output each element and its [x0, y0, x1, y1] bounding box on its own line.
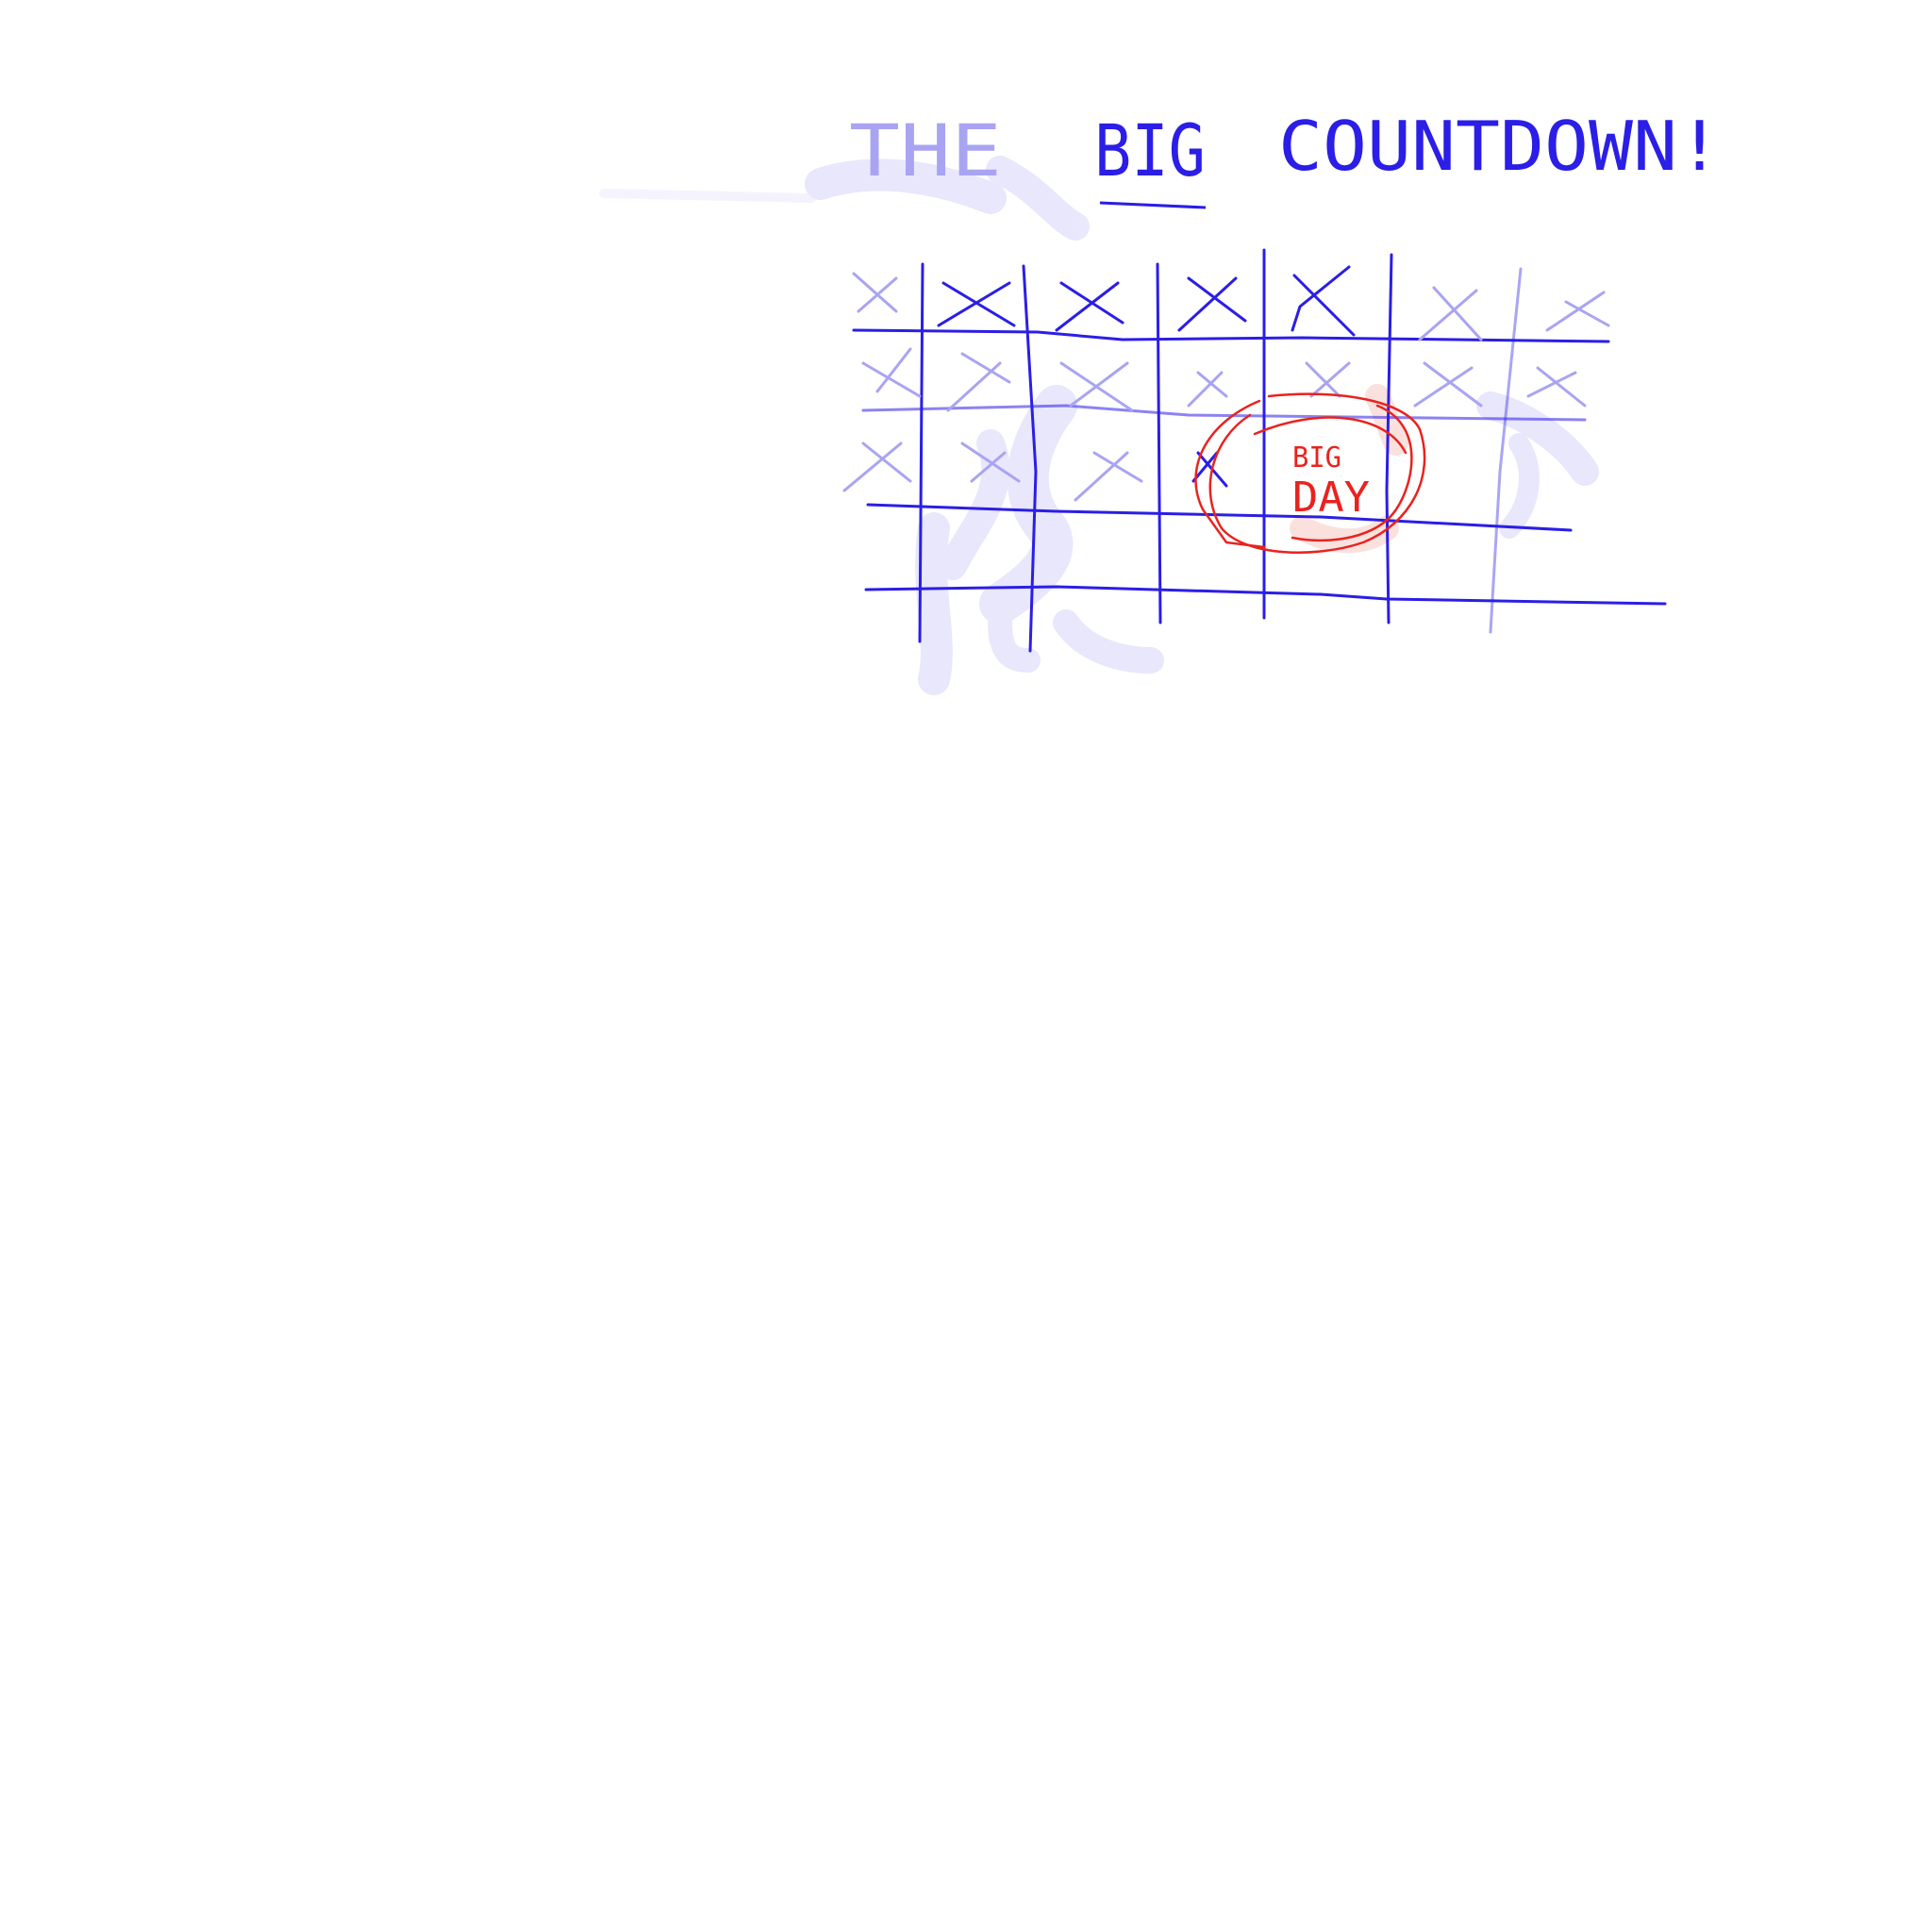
- day-cross: [1179, 278, 1245, 330]
- big-day-label-day: DAY: [1292, 474, 1370, 522]
- smudge-mark: [1000, 170, 1075, 226]
- smudge-mark: [1509, 443, 1529, 528]
- smudge-mark: [1066, 623, 1151, 660]
- day-cross: [844, 443, 910, 491]
- day-cross: [948, 354, 1009, 410]
- day-cross: [1189, 373, 1226, 406]
- grid-line: [854, 330, 1608, 341]
- crossed-days: [844, 267, 1608, 500]
- day-cross: [939, 283, 1014, 325]
- day-cross: [1420, 288, 1481, 340]
- day-cross: [1528, 368, 1585, 406]
- title: [849, 107, 1722, 208]
- big-day-label-big: BIG: [1292, 441, 1341, 475]
- day-cross: [1057, 283, 1123, 330]
- grid-line: [1158, 264, 1160, 623]
- title-word-countdown: COUNTDOWN!: [1278, 107, 1722, 186]
- calendar-grid: [854, 250, 1665, 651]
- eraser-smudges: [604, 170, 1585, 679]
- title-word-the: THE: [849, 108, 1002, 192]
- day-cross: [1415, 363, 1481, 406]
- day-cross: [1075, 453, 1141, 500]
- smudge-mark: [1000, 623, 1028, 660]
- smudge-mark: [931, 528, 937, 679]
- smudge-mark: [604, 193, 811, 198]
- day-cross: [1307, 363, 1349, 396]
- smudge-mark: [1000, 406, 1057, 604]
- day-cross: [1292, 267, 1354, 335]
- day-cross: [863, 349, 920, 396]
- title-word-big: BIG: [1094, 108, 1206, 192]
- day-cross: [1061, 363, 1132, 410]
- day-cross: [1547, 292, 1608, 330]
- title-underline: [1100, 203, 1206, 208]
- red-circle-stroke: [1196, 401, 1265, 547]
- day-cross: [854, 274, 896, 311]
